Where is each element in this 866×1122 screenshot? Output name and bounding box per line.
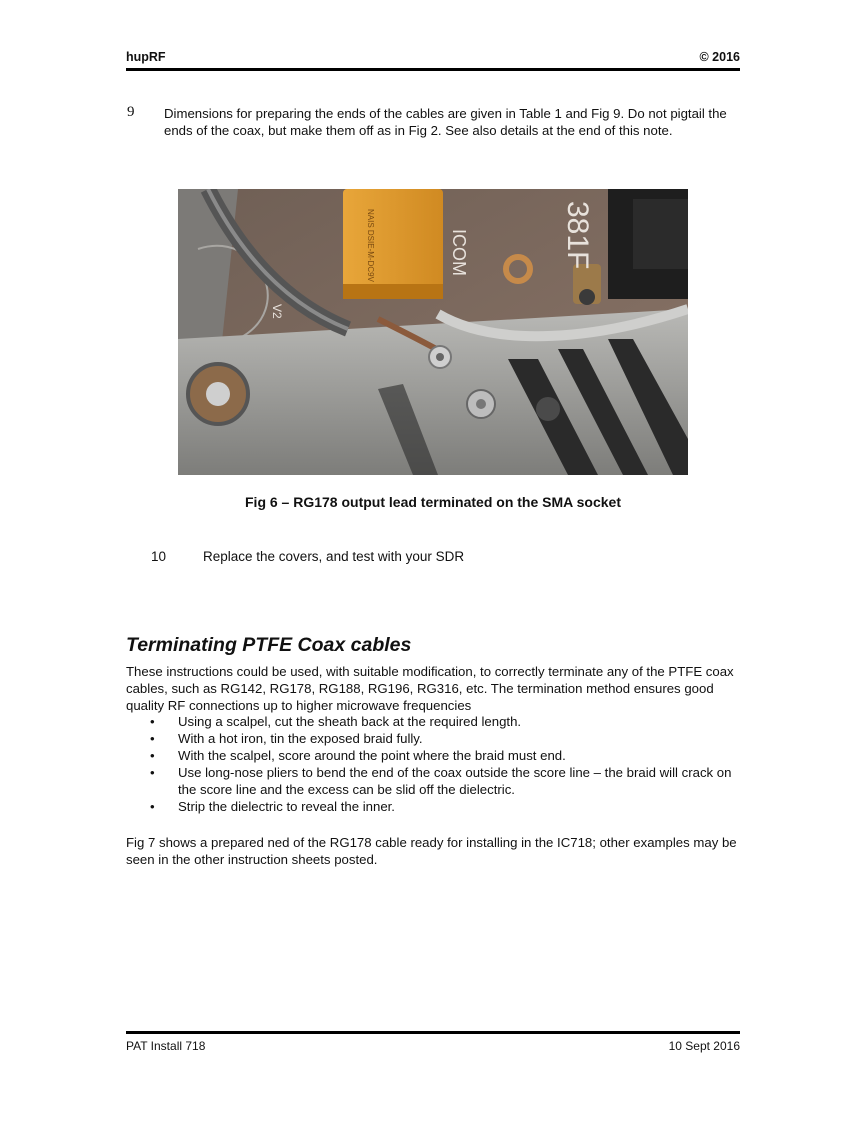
list-item: • With the scalpel, score around the point where the braid must end. <box>150 748 566 763</box>
header-rule <box>126 68 740 71</box>
section-title: Terminating PTFE Coax cables <box>126 634 412 656</box>
step-10-text: Replace the covers, and test with your SDR <box>203 549 465 564</box>
fig-7-paragraph: Fig 7 shows a prepared ned of the RG178 cable ready for installing in the IC718; other examples may be seen in the other instruction sheets posted. <box>126 835 737 867</box>
bullet-icon: • <box>150 731 155 746</box>
step-9-number: 9 <box>127 104 135 120</box>
photo-board-code: 381F <box>561 201 594 270</box>
bullet-icon: • <box>150 748 155 763</box>
section-intro: These instructions could be used, with suitable modification, to correctly terminate any of the PTFE coax cables, such as RG142, RG178, RG188, RG196, RG316, etc. The termination method ensures good quality RF connections up to higher microwave frequencies <box>126 664 734 713</box>
step-10-number: 10 <box>151 549 167 564</box>
figure-6-photo <box>178 189 688 475</box>
photo-pad-label: V2 <box>270 304 284 319</box>
bullet-icon: • <box>150 765 155 780</box>
figure-6-caption: Fig 6 – RG178 output lead terminated on the SMA socket <box>245 494 621 510</box>
footer-right: 10 Sept 2016 <box>668 1039 740 1053</box>
step-9-text: Dimensions for preparing the ends of the cables are given in Table 1 and Fig 9. Do not pigtail the ends of the coax, but make them off as in Fig 2. See also details at the end of this note. <box>164 106 727 138</box>
list-item: • Strip the dielectric to reveal the inner. <box>150 799 395 814</box>
bullet-icon: • <box>150 799 155 814</box>
list-item: • Using a scalpel, cut the sheath back at the required length. <box>150 714 522 729</box>
list-item: • Use long-nose pliers to bend the end of the coax outside the score line – the braid will crack on the score line and the excess can be slid off the dielectric. <box>150 765 732 797</box>
instruction-list <box>126 713 738 815</box>
header-left: hupRF <box>126 50 166 64</box>
bullet-icon: • <box>150 714 155 729</box>
header-right: © 2016 <box>699 50 740 64</box>
list-item: • With a hot iron, tin the exposed braid fully. <box>150 731 423 746</box>
footer-rule <box>126 1031 740 1034</box>
photo-brand-label: ICOM <box>449 229 469 276</box>
photo-relay-label: NAIS DSIE-M-DC9V <box>366 209 375 282</box>
page-header <box>126 50 740 66</box>
footer-left: PAT Install 718 <box>126 1039 206 1053</box>
